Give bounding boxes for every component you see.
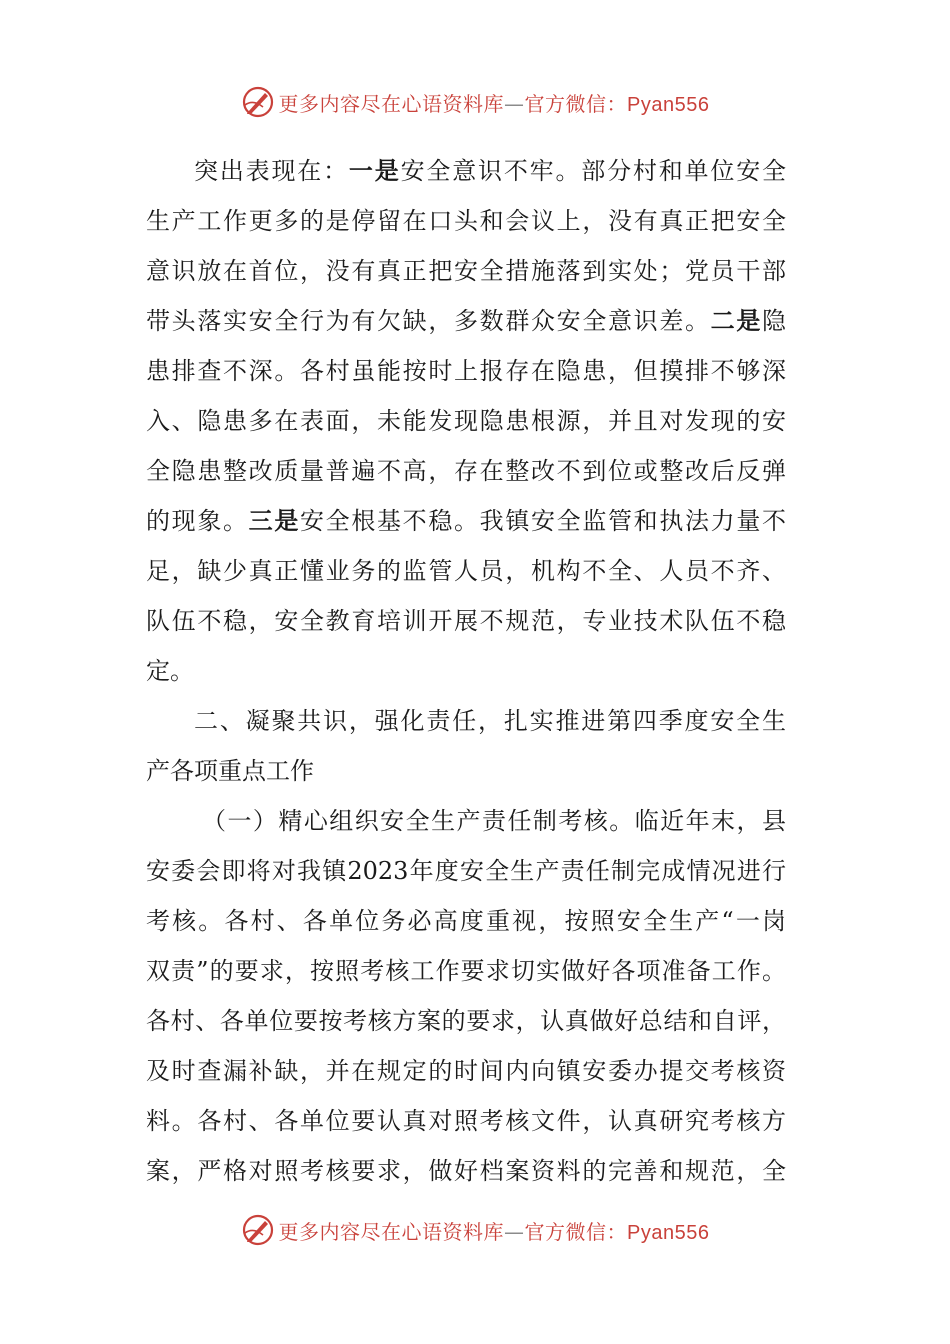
- watermark-text: 更多内容尽在心语资料库—官方微信：Pyan556: [278, 91, 710, 116]
- paragraph-line: 生产工作更多的是停留在口头和会议上，没有真正把安全: [146, 207, 786, 235]
- document-body: [146, 146, 786, 1196]
- paragraph-line: 案，严格对照考核要求，做好档案资料的完善和规范，全: [146, 1157, 786, 1185]
- paragraph-line: 安委会即将对我镇2023年度安全生产责任制完成情况进行: [146, 857, 786, 885]
- paragraph-line: 的现象。三是安全根基不稳。我镇安全监管和执法力量不: [146, 506, 787, 535]
- paragraph-line: 突出表现在：一是安全意识不牢。部分村和单位安全: [194, 156, 787, 185]
- paragraph-line: 料。各村、各单位要认真对照考核文件，认真研究考核方: [146, 1107, 786, 1135]
- paragraph-line: 带头落实安全行为有欠缺，多数群众安全意识差。二是隐: [146, 306, 787, 335]
- paragraph-line: 及时查漏补缺，并在规定的时间内向镇安委办提交考核资: [146, 1057, 786, 1085]
- header-watermark-banner: [0, 82, 950, 122]
- pen-quill-logo-icon: [241, 1213, 275, 1247]
- paragraph-line: 足，缺少真正懂业务的监管人员，机构不全、人员不齐、: [146, 557, 786, 585]
- paragraph-line: 双责”的要求，按照考核工作要求切实做好各项准备工作。: [146, 957, 786, 985]
- paragraph-line: 考核。各村、各单位务必高度重视，按照安全生产“一岗: [146, 907, 786, 935]
- pen-quill-logo-icon: [241, 85, 275, 119]
- footer-watermark-banner: [0, 1210, 950, 1250]
- section-heading-line: 产各项重点工作: [146, 757, 314, 785]
- watermark-text: 更多内容尽在心语资料库—官方微信：Pyan556: [278, 1219, 710, 1244]
- paragraph-line: 各村、各单位要按考核方案的要求，认真做好总结和自评，: [146, 1007, 786, 1035]
- paragraph-line: 定。: [146, 657, 194, 685]
- paragraph-line: （一）精心组织安全生产责任制考核。临近年末，县: [202, 807, 786, 835]
- section-heading-line: 二、凝聚共识，强化责任，扎实推进第四季度安全生: [194, 707, 786, 735]
- paragraph-line: 入、隐患多在表面，未能发现隐患根源，并且对发现的安: [146, 407, 786, 435]
- paragraph-line: 患排查不深。各村虽能按时上报存在隐患，但摸排不够深: [146, 357, 786, 385]
- paragraph-line: 意识放在首位，没有真正把安全措施落到实处；党员干部: [146, 257, 786, 285]
- paragraph-line: 全隐患整改质量普遍不高，存在整改不到位或整改后反弹: [146, 457, 786, 485]
- paragraph-line: 队伍不稳，安全教育培训开展不规范，专业技术队伍不稳: [146, 607, 786, 635]
